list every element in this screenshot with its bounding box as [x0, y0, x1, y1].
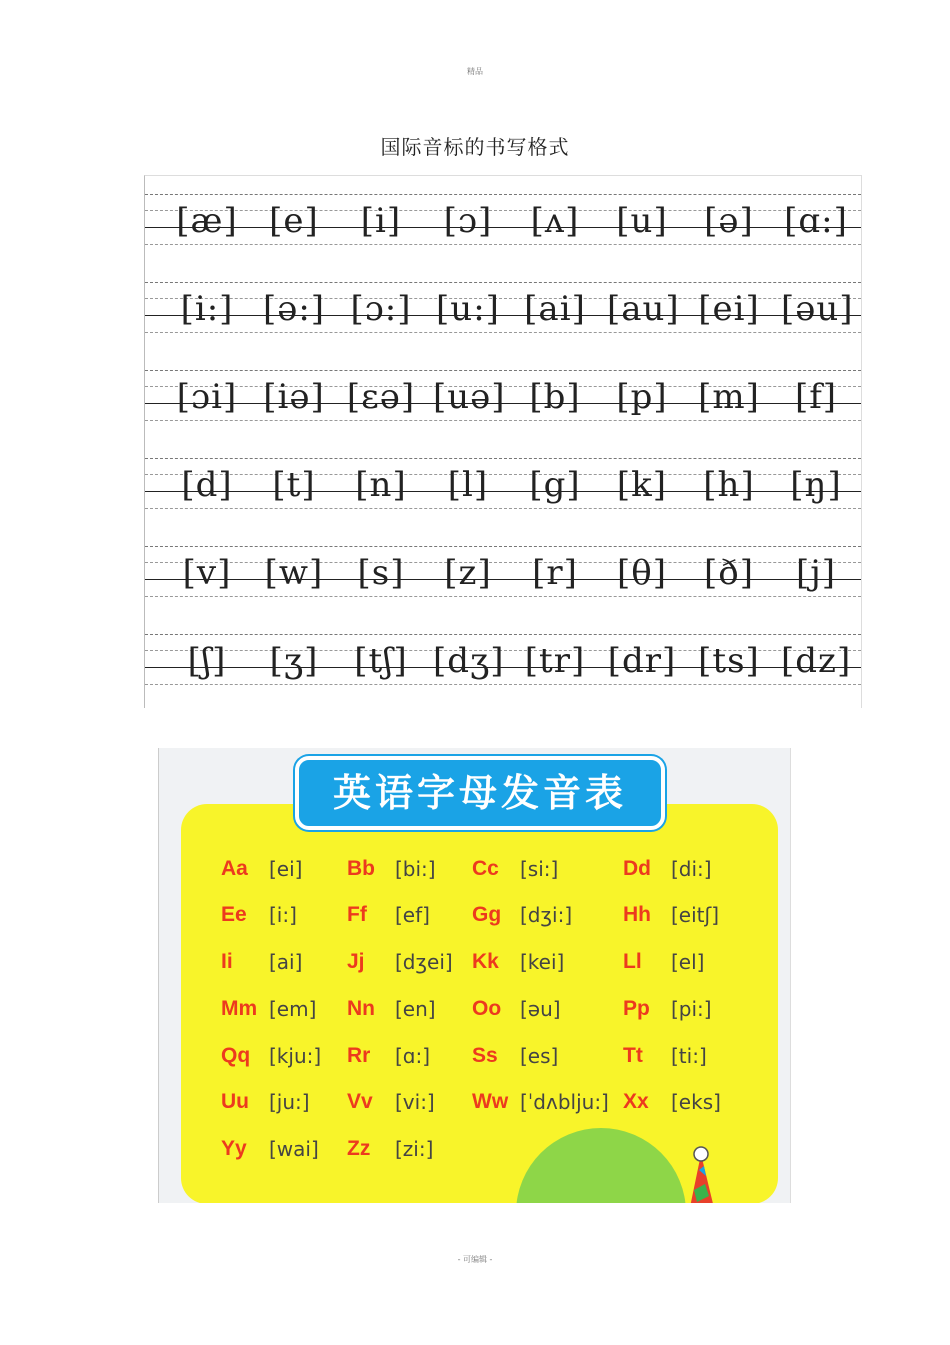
- alphabet-ipa: [ai]: [269, 950, 303, 974]
- header-note: 精品: [467, 67, 483, 76]
- ipa-symbol: [u:]: [436, 289, 500, 329]
- ipa-symbol: [ʃ]: [187, 641, 227, 681]
- alphabet-letter: Rr: [347, 1044, 371, 1067]
- footer-note: - 可编辑 -: [457, 1255, 493, 1264]
- ipa-symbol: [iə]: [263, 377, 325, 417]
- alphabet-letter: Tt: [623, 1044, 643, 1067]
- alphabet-ipa: [ef]: [395, 903, 430, 927]
- alphabet-ipa: [vi:]: [395, 1090, 435, 1114]
- ipa-symbol: [ɔi]: [176, 377, 238, 417]
- alphabet-ipa: [ɑ:]: [395, 1044, 431, 1068]
- ipa-symbol: [uə]: [433, 377, 506, 417]
- ipa-row: [145, 532, 861, 620]
- alphabet-letter: Oo: [472, 997, 502, 1020]
- alphabet-letter: Pp: [623, 997, 650, 1020]
- ipa-symbol: [tr]: [524, 641, 586, 681]
- ipa-symbol: [k]: [616, 465, 668, 505]
- alphabet-ipa: [si:]: [520, 857, 559, 881]
- ipa-symbol: [ə:]: [262, 289, 326, 329]
- ipa-symbol: [w]: [264, 553, 324, 593]
- ipa-symbol: [f]: [794, 377, 838, 417]
- ipa-symbol: [t]: [272, 465, 316, 505]
- ipa-symbol: [e]: [269, 201, 319, 241]
- alphabet-letter: Cc: [472, 857, 499, 880]
- ipa-row: [145, 180, 861, 268]
- page-title: 国际音标的书写格式: [380, 135, 570, 159]
- alphabet-letter: Zz: [347, 1137, 371, 1160]
- alphabet-ipa: [ei]: [269, 857, 303, 881]
- alphabet-letter: Hh: [623, 903, 651, 926]
- ipa-row: [145, 620, 861, 708]
- alphabet-letter: Vv: [347, 1090, 373, 1113]
- ipa-symbol: [tʃ]: [354, 641, 408, 681]
- alphabet-ipa: [kju:]: [269, 1044, 322, 1068]
- ipa-symbol: [ʌ]: [530, 201, 580, 241]
- alphabet-ipa: [wai]: [269, 1137, 319, 1161]
- alphabet-letter: Aa: [221, 857, 248, 880]
- alphabet-ipa: [eks]: [671, 1090, 721, 1114]
- ipa-symbol: [v]: [182, 553, 232, 593]
- alphabet-letter: Yy: [221, 1137, 247, 1160]
- ipa-symbol: [æ]: [176, 201, 238, 241]
- ipa-symbol: [ts]: [698, 641, 760, 681]
- ipa-symbol: [z]: [444, 553, 492, 593]
- ipa-row: [145, 444, 861, 532]
- alphabet-ipa: [di:]: [671, 857, 712, 881]
- alphabet-letter: Mm: [221, 997, 258, 1020]
- ipa-symbol: [s]: [357, 553, 405, 593]
- ipa-symbol: [j]: [795, 553, 837, 593]
- alphabet-ipa: [el]: [671, 950, 705, 974]
- alphabet-ipa: [bi:]: [395, 857, 436, 881]
- alphabet-letter: Ss: [472, 1044, 498, 1067]
- ipa-row: [145, 356, 861, 444]
- alphabet-ipa: [dʒi:]: [520, 903, 573, 927]
- ipa-symbol: [ɔ:]: [350, 289, 412, 329]
- ipa-row: [145, 268, 861, 356]
- ipa-symbol: [θ]: [617, 553, 667, 593]
- ipa-symbol: [ɔ]: [443, 201, 493, 241]
- alphabet-letter: Uu: [221, 1090, 249, 1113]
- alphabet-ipa: [em]: [269, 997, 317, 1021]
- alphabet-ipa: [əu]: [520, 997, 561, 1021]
- ruled-line: [145, 546, 861, 547]
- ipa-symbol: [ŋ]: [790, 465, 842, 505]
- ruled-line: [145, 370, 861, 371]
- ipa-symbol: [ʒ]: [269, 641, 319, 681]
- ipa-symbol: [r]: [532, 553, 578, 593]
- alphabet-ipa: [pi:]: [671, 997, 712, 1021]
- alphabet-ipa: [kei]: [520, 950, 565, 974]
- alphabet-card-title: 英语字母发音表: [295, 756, 665, 830]
- alphabet-letter: Dd: [623, 857, 651, 880]
- ipa-symbol: [ai]: [524, 289, 586, 329]
- ipa-symbol: [au]: [607, 289, 680, 329]
- ipa-symbol: [i:]: [180, 289, 234, 329]
- ruled-line: [145, 458, 861, 459]
- ipa-symbol: [n]: [355, 465, 407, 505]
- alphabet-letter: Qq: [221, 1044, 251, 1067]
- ruled-line: [145, 194, 861, 195]
- ipa-symbol: [u]: [616, 201, 668, 241]
- ipa-symbol: [ð]: [704, 553, 754, 593]
- ipa-symbol: [ə]: [704, 201, 754, 241]
- alphabet-letter: Ii: [221, 950, 233, 973]
- alphabet-letter: Ll: [623, 950, 642, 973]
- ipa-symbol: [p]: [616, 377, 668, 417]
- alphabet-letter: Gg: [472, 903, 502, 926]
- ipa-symbol: [dʒ]: [433, 641, 505, 681]
- alphabet-letter: Xx: [623, 1090, 649, 1113]
- ipa-symbol: [dr]: [607, 641, 677, 681]
- ipa-symbol: [i]: [360, 201, 402, 241]
- alphabet-grid: [159, 748, 790, 1203]
- alphabet-pronunciation-card: [158, 748, 791, 1203]
- ipa-symbol: [g]: [529, 465, 581, 505]
- ipa-symbol: [εə]: [346, 377, 416, 417]
- alphabet-ipa: [ju:]: [269, 1090, 310, 1114]
- ipa-symbol: [b]: [529, 377, 581, 417]
- alphabet-ipa: [dʒei]: [395, 950, 453, 974]
- alphabet-ipa: [ˈdʌblju:]: [520, 1090, 609, 1114]
- alphabet-letter: Ff: [347, 903, 367, 926]
- alphabet-letter: Kk: [472, 950, 499, 973]
- alphabet-ipa: [i:]: [269, 903, 297, 927]
- ipa-symbol: [h]: [703, 465, 755, 505]
- alphabet-ipa: [ti:]: [671, 1044, 707, 1068]
- ruled-line: [145, 634, 861, 635]
- alphabet-ipa: [en]: [395, 997, 436, 1021]
- alphabet-letter: Ww: [472, 1090, 509, 1113]
- alphabet-letter: Jj: [347, 950, 365, 973]
- ipa-symbol: [əu]: [781, 289, 854, 329]
- alphabet-ipa: [es]: [520, 1044, 559, 1068]
- ruled-line: [145, 282, 861, 283]
- alphabet-letter: Ee: [221, 903, 247, 926]
- alphabet-letter: Bb: [347, 857, 375, 880]
- alphabet-ipa: [eitʃ]: [671, 903, 720, 927]
- ipa-symbol: [ei]: [698, 289, 760, 329]
- ipa-symbol: [l]: [447, 465, 489, 505]
- ipa-symbol: [ɑ:]: [784, 201, 848, 241]
- ipa-symbol: [d]: [181, 465, 233, 505]
- alphabet-ipa: [zi:]: [395, 1137, 434, 1161]
- ipa-writing-sheet: [144, 175, 862, 708]
- ipa-symbol: [dz]: [781, 641, 852, 681]
- alphabet-letter: Nn: [347, 997, 375, 1020]
- ipa-symbol: [m]: [698, 377, 760, 417]
